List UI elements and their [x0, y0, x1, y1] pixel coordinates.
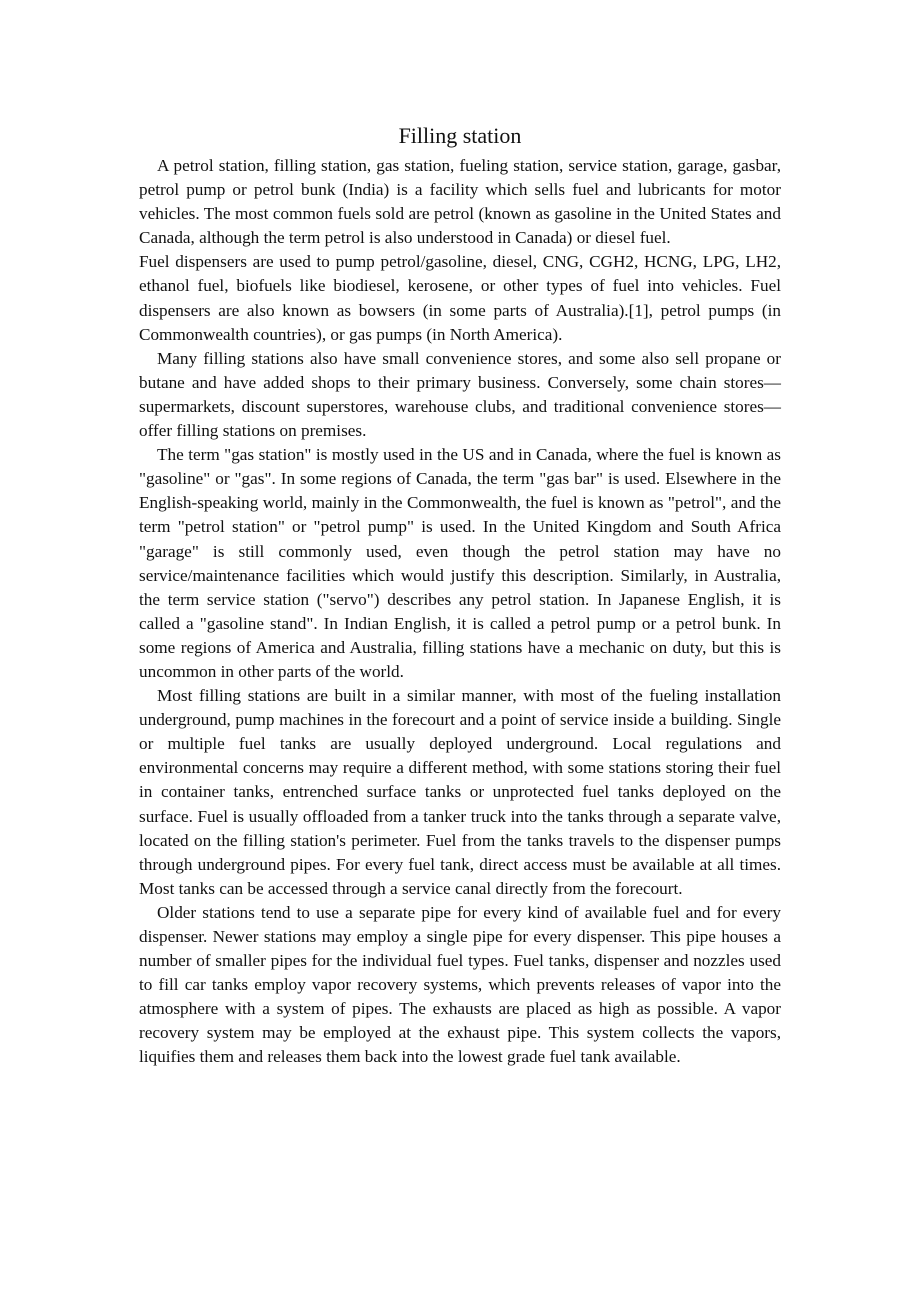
paragraph-construction: Most filling stations are built in a similar manner, with most of the fueling installation underground, pump machines in the forecourt and a point of service inside a building. Single or multiple fuel tanks are usually deployed underground. Local regulations and environmental concerns may require a different method, with some stations storing their fuel in container tanks, entrenched surface tanks or unprotected fuel tanks deployed on the surface. Fuel is usually offloaded from a tanker truck into the tanks through a separate valve, located on the filling station's perimeter. Fuel from the tanks travels to the dispenser pumps through underground pipes. For every fuel tank, direct access must be available at all times. Most tanks can be accessed through a service canal directly from the forecourt. [139, 686, 781, 898]
paragraph-convenience-stores: Many filling stations also have small convenience stores, and some also sell propane or butane and have added shops to their primary business. Conversely, some chain stores—supermarkets, discount superstores, warehouse clubs, and traditional convenience stores—offer filling stations on premises. [139, 348, 781, 441]
paragraph-pipes-vapor-recovery: Older stations tend to use a separate pipe for every kind of available fuel and for every dispenser. Newer stations may employ a single pipe for every dispenser. This pipe houses a number of smaller pipes for the individual fuel types. Fuel tanks, dispenser and nozzles used to fill car tanks employ vapor recovery systems, which prevents releases of vapor into the atmosphere with a system of pipes. The exhausts are placed as high as possible. A vapor recovery system may be employed at the exhaust pipe. This system collects the vapors, liquifies them and releases them back into the lowest grade fuel tank available. [139, 902, 781, 1067]
paragraph-definition: A petrol station, filling station, gas station, fueling station, service station, garage, gasbar, petrol pump or petrol bunk (India) is a facility which sells fuel and lubricants for motor vehicles. The most common fuels sold are petrol (known as gasoline in the United States and Canada, although the term petrol is also understood in Canada) or diesel fuel. [139, 156, 781, 248]
paragraph-fuel-dispensers: Fuel dispensers are used to pump petrol/gasoline, diesel, CNG, CGH2, HCNG, LPG, LH2, ethanol fuel, biofuels like biodiesel, kerosene, or other types of fuel into vehicles. Fuel dispensers are also known as bowsers (in some parts of Australia).[1], petrol pumps (in Commonwealth countries), or gas pumps (in North America). [139, 252, 781, 344]
document-page [139, 121, 781, 1070]
paragraph-terminology: The term "gas station" is mostly used in the US and in Canada, where the fuel is known as "gasoline" or "gas". In some regions of Canada, the term "gas bar" is used. Elsewhere in the English-speaking world, mainly in the Commonwealth, the fuel is known as "petrol", and the term "petrol station" or "petrol pump" is used. In the United Kingdom and South Africa "garage" is still commonly used, even though the petrol station may have no service/maintenance facilities which would justify this description. Similarly, in Australia, the term service station ("servo") describes any petrol station. In Japanese English, it is called a "gasoline stand". In Indian English, it is called a petrol pump or a petrol bunk. In some regions of America and Australia, filling stations have a mechanic on duty, but this is uncommon in other parts of the world. [139, 445, 781, 681]
document-title: Filling station [398, 123, 522, 148]
